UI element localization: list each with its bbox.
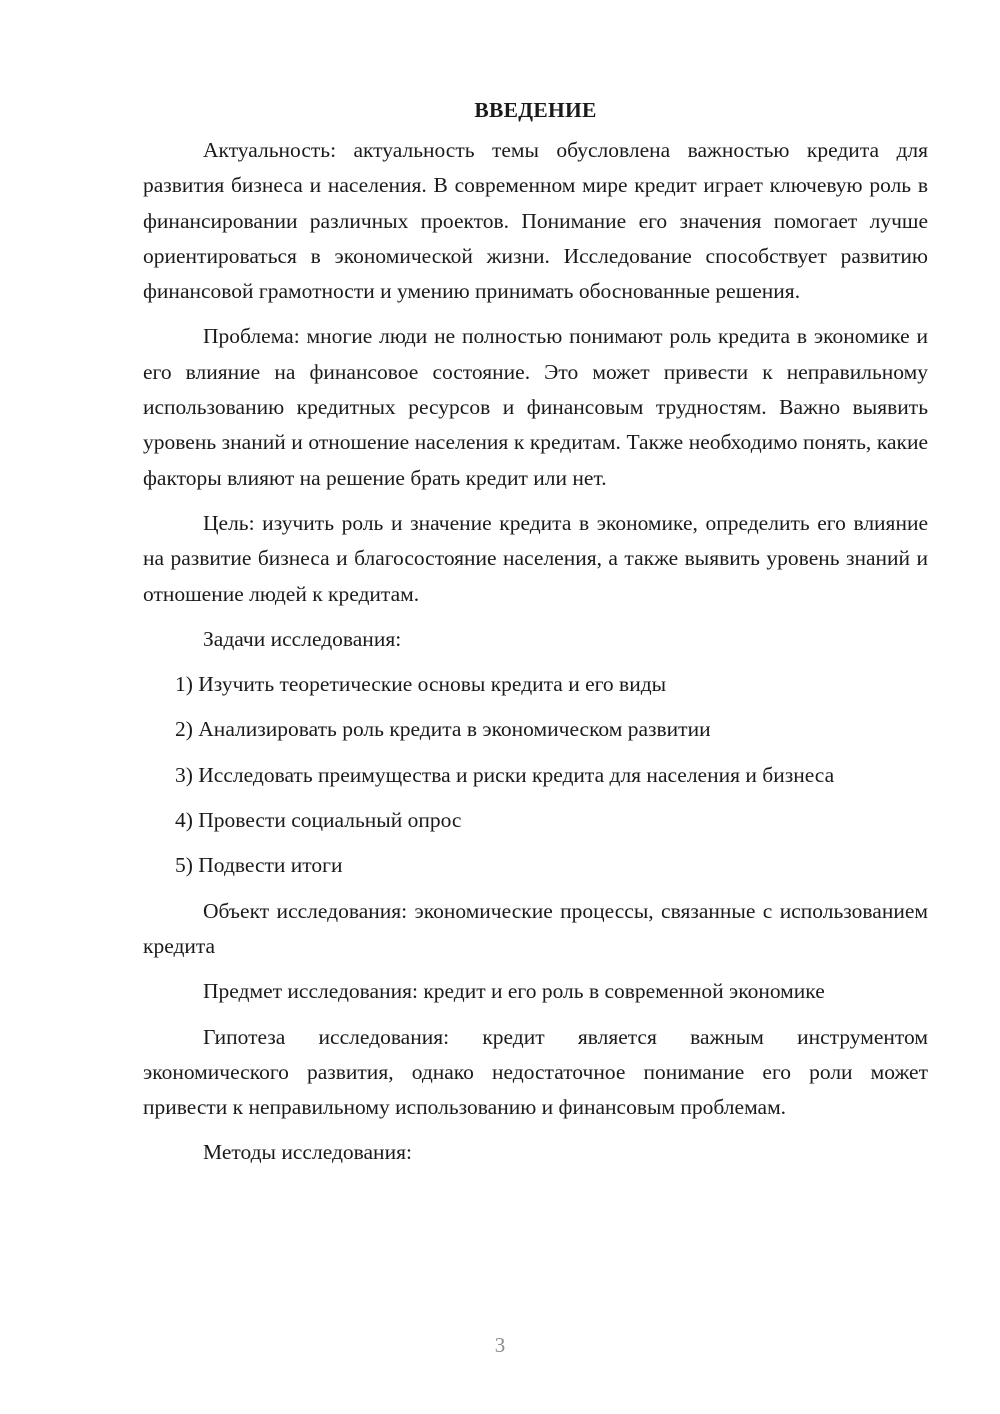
task-item: 5) Подвести итоги xyxy=(175,853,343,878)
task-item: 1) Изучить теоретические основы кредита и его виды xyxy=(175,672,667,697)
task-item: 3) Исследовать преимущества и риски кредита для населения и бизнеса xyxy=(175,762,835,787)
task-item: 2) Анализировать роль кредита в экономическом развитии xyxy=(175,717,711,742)
subject-paragraph: Предмет исследования: кредит и его роль в современной экономике xyxy=(203,979,825,1004)
goal-paragraph: Цель: изучить роль и значение кредита в экономике, определить его влияние на развитие бизнеса и благосостояние населения, а также выявить уровень знаний и отношение людей к кредитам. xyxy=(143,510,928,606)
tasks-heading: Задачи исследования: xyxy=(203,626,402,651)
page-number: 3 xyxy=(494,1333,506,1357)
hypothesis-paragraph: Гипотеза исследования: кредит является важным инструментом экономического развития, однако недостаточное понимание его роли может привести к неправильному использованию и финансовым проблемам. xyxy=(143,1024,928,1120)
methods-heading: Методы исследования: xyxy=(203,1140,412,1165)
document-body xyxy=(143,93,928,1181)
object-paragraph: Объект исследования: экономические процессы, связанные с использованием кредита xyxy=(143,898,928,958)
task-item: 4) Провести социальный опрос xyxy=(175,808,462,833)
tasks-list xyxy=(143,667,928,883)
page-title: ВВЕДЕНИЕ xyxy=(474,98,597,122)
problem-paragraph: Проблема: многие люди не полностью понимают роль кредита в экономике и его влияние на финансовое состояние. Это может привести к неправильному использованию кредитных ресурсов и финансовым трудностям. Важно выявить уровень знаний и отношение населения к кредитам. Также необходимо понять, какие факторы влияют на решение брать кредит или нет. xyxy=(143,324,928,490)
relevance-paragraph: Актуальность: актуальность темы обусловлена важностью кредита для развития бизнеса и населения. В современном мире кредит играет ключевую роль в финансировании различных проектов. Понимание его значения помогает лучше ориентироваться в экономической жизни. Исследование способствует развитию финансовой грамотности и умению принимать обоснованные решения. xyxy=(143,138,928,304)
